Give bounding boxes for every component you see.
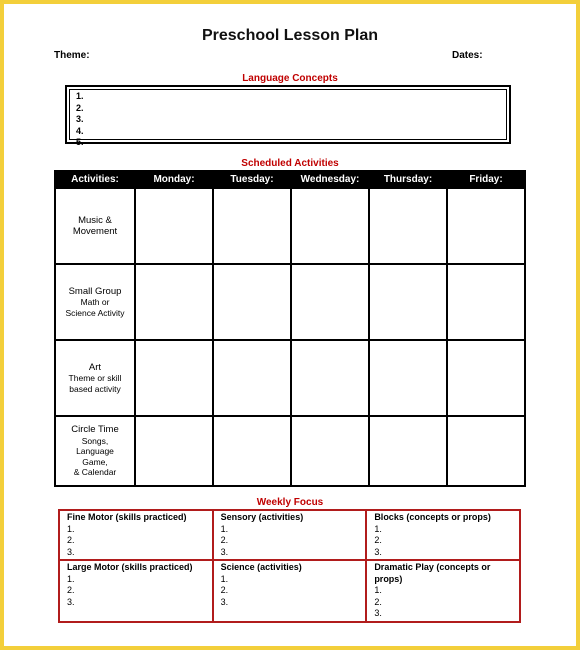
activity-music-movement <box>55 188 135 264</box>
header-monday: Monday: <box>135 171 213 188</box>
monday-cell[interactable] <box>135 188 213 264</box>
wednesday-cell[interactable] <box>291 188 369 264</box>
scheduled-activities-heading: Scheduled Activities <box>241 158 339 169</box>
focus-title: Dramatic Play (concepts or props) <box>374 562 491 584</box>
thursday-cell[interactable] <box>369 188 447 264</box>
focus-item: 3. <box>374 608 382 618</box>
focus-title: Science (activities) <box>220 562 302 572</box>
header-activities: Activities: <box>55 171 135 188</box>
wednesday-cell[interactable] <box>291 264 369 340</box>
header-friday: Friday: <box>447 171 525 188</box>
activity-line: Circle Time <box>71 424 119 436</box>
wednesday-cell[interactable] <box>291 416 369 486</box>
tuesday-cell[interactable] <box>213 416 291 486</box>
tuesday-cell[interactable] <box>213 188 291 264</box>
focus-item: 3. <box>220 546 229 557</box>
table-row <box>55 188 525 264</box>
activity-line: Math or <box>80 297 110 308</box>
focus-blocks[interactable] <box>366 510 520 560</box>
focus-item: 3. <box>67 596 75 607</box>
schedule-table <box>54 170 526 487</box>
activity-line: Science Activity <box>65 307 125 318</box>
monday-cell[interactable] <box>135 416 213 486</box>
header-thursday: Thursday: <box>369 171 447 188</box>
thursday-cell[interactable] <box>369 416 447 486</box>
page-title: Preschool Lesson Plan <box>201 27 379 44</box>
table-row <box>59 560 520 622</box>
focus-title: Sensory (activities) <box>220 512 304 522</box>
friday-cell[interactable] <box>447 188 525 264</box>
activity-line: & Calendar <box>73 467 117 478</box>
focus-sensory[interactable] <box>213 510 367 560</box>
focus-item: 2. <box>374 535 382 545</box>
focus-item: 3. <box>67 546 75 557</box>
list-item: 3. <box>76 114 84 124</box>
activity-line: Game, <box>82 456 108 467</box>
activity-small-group <box>55 264 135 340</box>
activity-line: Art <box>88 361 102 373</box>
activity-circle-time <box>55 416 135 486</box>
table-row <box>59 510 520 560</box>
focus-item: 1. <box>67 573 75 584</box>
focus-item: 1. <box>374 585 382 595</box>
activity-line: Music & <box>78 214 112 226</box>
theme-label: Theme: <box>54 50 90 61</box>
focus-large-motor[interactable] <box>59 560 213 622</box>
focus-item: 3. <box>374 546 382 557</box>
focus-item: 3. <box>220 596 229 607</box>
list-item: 1. <box>76 91 84 101</box>
focus-item: 1. <box>67 523 75 534</box>
list-item: 5. <box>76 137 84 147</box>
activity-line: based activity <box>69 383 121 394</box>
activity-line: Language <box>76 446 114 457</box>
language-concepts-box <box>65 85 511 147</box>
language-concepts-list <box>76 91 84 149</box>
activity-line: Songs, <box>81 435 109 446</box>
focus-item: 2. <box>220 585 229 595</box>
table-row <box>55 340 525 416</box>
list-item: 2. <box>76 102 84 113</box>
activity-art <box>55 340 135 416</box>
thursday-cell[interactable] <box>369 264 447 340</box>
monday-cell[interactable] <box>135 264 213 340</box>
focus-item: 2. <box>220 535 229 545</box>
monday-cell[interactable] <box>135 340 213 416</box>
table-row <box>55 264 525 340</box>
friday-cell[interactable] <box>447 416 525 486</box>
schedule-header-row <box>55 171 525 188</box>
focus-fine-motor[interactable] <box>59 510 213 560</box>
dates-label: Dates: <box>452 50 483 61</box>
focus-title: Large Motor (skills practiced) <box>67 562 193 572</box>
friday-cell[interactable] <box>447 340 525 416</box>
focus-item: 1. <box>374 523 382 534</box>
focus-dramatic-play[interactable] <box>366 560 520 622</box>
thursday-cell[interactable] <box>369 340 447 416</box>
header-wednesday: Wednesday: <box>291 171 369 188</box>
focus-title: Blocks (concepts or props) <box>374 512 491 522</box>
activity-line: Theme or skill <box>68 373 122 384</box>
activity-line: Movement <box>72 226 118 237</box>
weekly-focus-heading: Weekly Focus <box>256 497 324 508</box>
focus-item: 2. <box>374 596 382 607</box>
friday-cell[interactable] <box>447 264 525 340</box>
focus-item: 2. <box>67 535 75 545</box>
tuesday-cell[interactable] <box>213 264 291 340</box>
focus-item: 1. <box>220 573 229 584</box>
language-concepts-heading: Language Concepts <box>242 73 338 84</box>
activity-line: Small Group <box>68 285 122 297</box>
table-row <box>55 416 525 486</box>
weekly-focus-table <box>58 509 521 623</box>
header-tuesday: Tuesday: <box>213 171 291 188</box>
focus-item: 1. <box>220 523 229 534</box>
focus-science[interactable] <box>213 560 367 622</box>
list-item: 4. <box>76 125 84 136</box>
focus-item: 2. <box>67 585 75 595</box>
focus-title: Fine Motor (skills practiced) <box>67 512 187 522</box>
wednesday-cell[interactable] <box>291 340 369 416</box>
tuesday-cell[interactable] <box>213 340 291 416</box>
